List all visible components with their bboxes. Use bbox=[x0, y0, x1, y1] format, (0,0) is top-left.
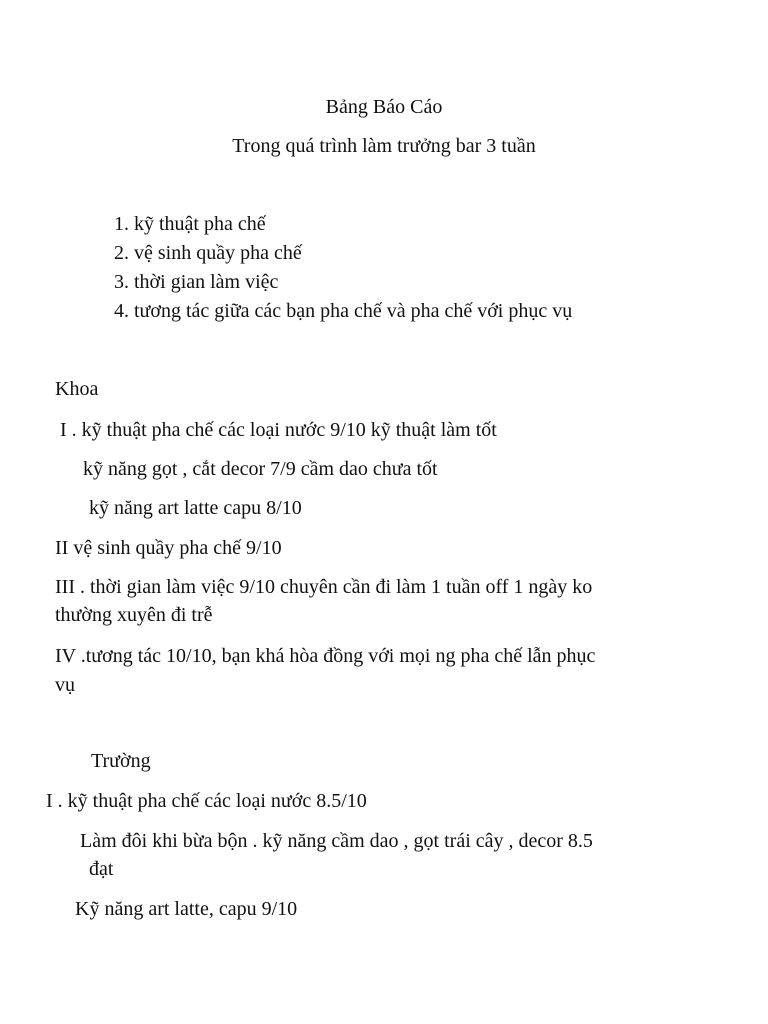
evaluation-line: I . kỹ thuật pha chế các loại nước 9/10 kỹ thuật làm tốt bbox=[60, 419, 497, 441]
criteria-item: 4. tương tác giữa các bạn pha chế và pha chế với phục vụ bbox=[114, 300, 573, 322]
evaluation-line: II vệ sinh quầy pha chế 9/10 bbox=[55, 537, 282, 559]
evaluation-line: III . thời gian làm việc 9/10 chuyên cần đi làm 1 tuần off 1 ngày ko bbox=[55, 576, 593, 598]
section-heading: Trường bbox=[91, 750, 151, 772]
evaluation-line: kỹ năng gọt , cắt decor 7/9 cầm dao chưa tốt bbox=[83, 458, 438, 480]
report-title: Bảng Báo Cáo bbox=[325, 96, 443, 118]
criteria-item: 3. thời gian làm việc bbox=[114, 271, 279, 293]
criteria-item: 1. kỹ thuật pha chế bbox=[114, 213, 266, 235]
evaluation-line: Kỹ năng art latte, capu 9/10 bbox=[75, 898, 298, 920]
evaluation-line: đạt bbox=[89, 858, 114, 880]
report-subtitle: Trong quá trình làm trưởng bar 3 tuần bbox=[232, 135, 536, 157]
section-heading: Khoa bbox=[55, 378, 99, 400]
evaluation-line: I . kỹ thuật pha chế các loại nước 8.5/10 bbox=[46, 790, 367, 812]
evaluation-line: Làm đôi khi bừa bộn . kỹ năng cầm dao , gọt trái cây , decor 8.5 bbox=[80, 830, 593, 852]
evaluation-line: IV .tương tác 10/10, bạn khá hòa đồng với mọi ng pha chế lẫn phục bbox=[55, 645, 596, 667]
criteria-item: 2. vệ sinh quầy pha chế bbox=[114, 242, 302, 264]
evaluation-line: vụ bbox=[55, 674, 75, 696]
evaluation-line: kỹ năng art latte capu 8/10 bbox=[89, 497, 302, 519]
evaluation-line: thường xuyên đi trễ bbox=[55, 604, 213, 626]
